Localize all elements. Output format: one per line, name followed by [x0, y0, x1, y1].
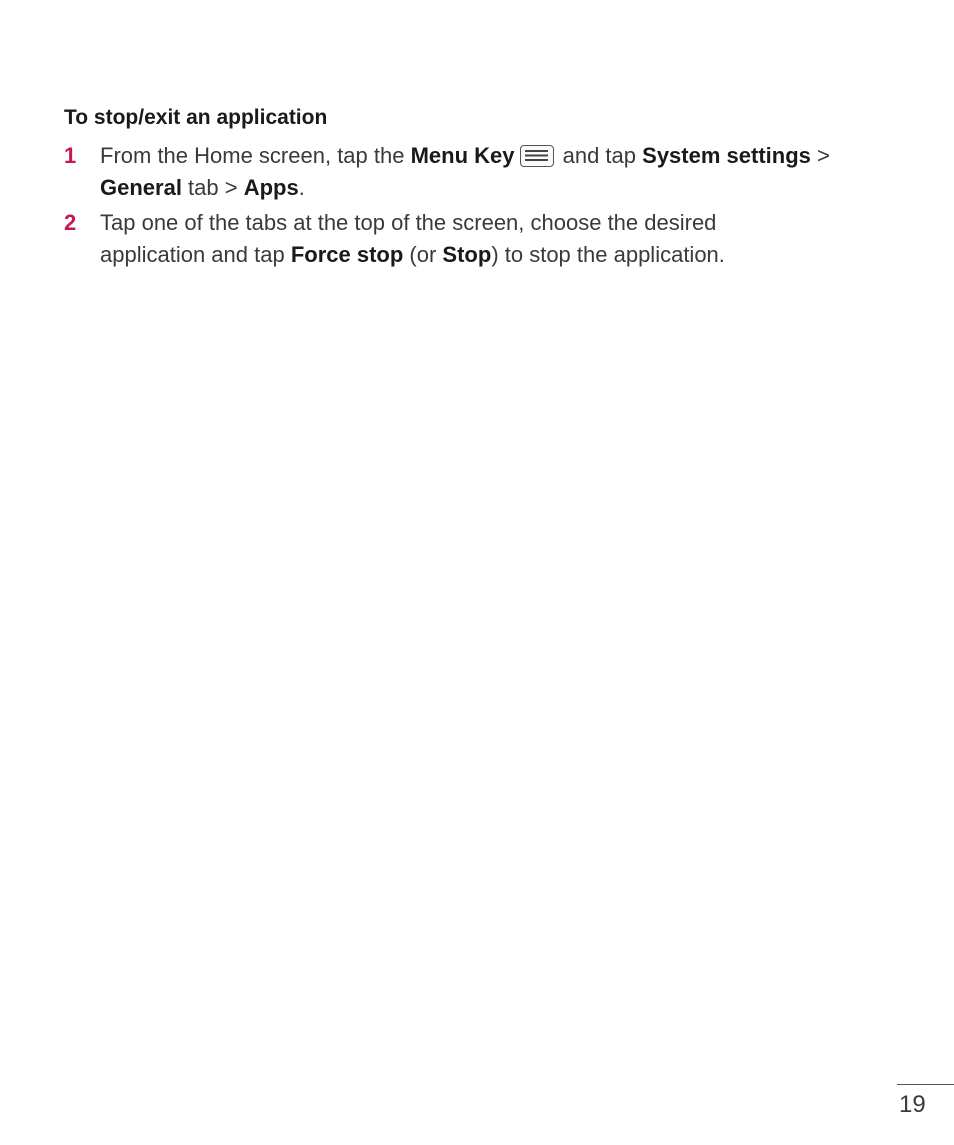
step-text-segment: tab >: [181, 175, 244, 200]
system-settings-label: System settings: [642, 143, 811, 168]
step-text: [100, 140, 894, 204]
page-number: 19: [899, 1091, 926, 1118]
step-1: [64, 140, 894, 204]
step-text-segment: .: [298, 175, 305, 200]
stop-label: Stop: [442, 242, 492, 267]
menu-key-label: Menu Key: [410, 143, 515, 168]
step-2: [64, 207, 894, 271]
force-stop-label: Force stop: [290, 242, 404, 267]
menu-key-icon: [520, 145, 554, 167]
step-text-segment: (or: [403, 242, 443, 267]
step-number: 1: [64, 143, 77, 168]
step-text-segment: and tap: [556, 143, 643, 168]
step-text: [100, 207, 800, 271]
step-text-segment: Tap one of the tabs at the top of the screen, choose the desired application and tap: [100, 210, 717, 267]
step-text-segment: >: [810, 143, 830, 168]
step-text-segment: ) to stop the application.: [491, 242, 725, 267]
step-text-segment: From the Home screen, tap the: [100, 143, 411, 168]
apps-label: Apps: [243, 175, 299, 200]
general-label: General: [100, 175, 182, 200]
page-number-rule: [897, 1084, 954, 1085]
step-number: 2: [64, 210, 77, 235]
section-heading: To stop/exit an application: [64, 106, 328, 129]
